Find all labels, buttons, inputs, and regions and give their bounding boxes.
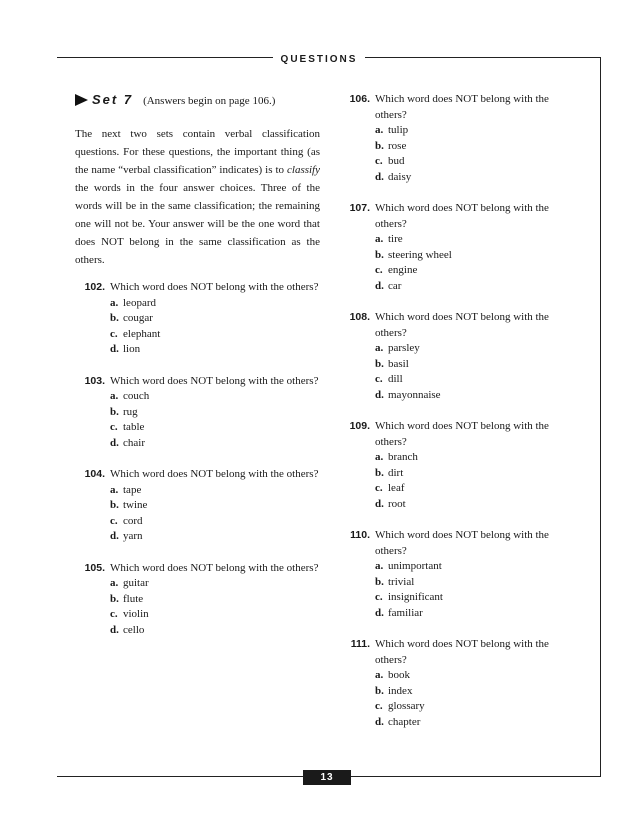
- question-stem: Which word does NOT belong with the others?: [375, 93, 549, 121]
- answer-option: [110, 327, 320, 343]
- option-letter: d.: [110, 530, 119, 542]
- question-body: [375, 92, 580, 185]
- answer-option: [375, 481, 580, 497]
- question-stem: Which word does NOT belong with the others?: [375, 202, 549, 230]
- question-stem: Which word does NOT belong with the others?: [110, 468, 319, 480]
- answer-option: [375, 466, 580, 482]
- option-letter: a.: [375, 124, 384, 136]
- option-letter: d.: [110, 623, 119, 636]
- option-text: tulip: [388, 124, 409, 136]
- left-column: [75, 92, 320, 638]
- option-text: cello: [123, 623, 145, 636]
- question-number: 107.: [349, 202, 370, 214]
- answer-option: [110, 389, 320, 405]
- option-text: dill: [388, 373, 403, 385]
- right-questions: [340, 92, 580, 730]
- option-text: couch: [123, 390, 150, 402]
- option-text: chapter: [388, 715, 421, 728]
- answer-option: [375, 590, 580, 606]
- option-text: flute: [123, 592, 144, 605]
- answer-option: [375, 154, 580, 170]
- answer-option: [110, 514, 320, 530]
- answer-option: [375, 248, 580, 264]
- option-letter: d.: [110, 436, 119, 449]
- option-letter: a.: [375, 342, 384, 354]
- option-text: table: [123, 421, 145, 433]
- option-text: tape: [123, 483, 142, 496]
- answer-option: [375, 372, 580, 388]
- question-102: [75, 280, 320, 358]
- option-text: bud: [388, 155, 405, 167]
- answer-option: [110, 483, 320, 499]
- option-letter: b.: [110, 312, 119, 324]
- option-text: rose: [388, 139, 407, 152]
- option-text: glossary: [388, 700, 425, 712]
- answer-option: [375, 357, 580, 373]
- option-text: tire: [388, 233, 403, 245]
- option-letter: d.: [375, 606, 384, 619]
- answer-option: [110, 420, 320, 436]
- answer-option: [375, 232, 580, 248]
- question-stem: Which word does NOT belong with the others?: [110, 281, 319, 293]
- answer-option: [375, 388, 580, 404]
- option-text: unimportant: [388, 560, 442, 572]
- option-letter: d.: [375, 388, 384, 401]
- answer-option: [110, 498, 320, 514]
- answer-option: [110, 436, 320, 452]
- option-text: steering wheel: [388, 248, 452, 261]
- option-letter: a.: [110, 577, 119, 589]
- option-letter: d.: [375, 497, 384, 510]
- option-letter: c.: [375, 700, 383, 712]
- option-text: yarn: [123, 530, 143, 542]
- question-body: [375, 419, 580, 512]
- option-text: chair: [123, 436, 145, 449]
- option-letter: b.: [375, 248, 384, 261]
- question-body: [375, 201, 580, 294]
- question-body: [375, 310, 580, 403]
- answer-option: [110, 529, 320, 545]
- question-number: 105.: [84, 561, 105, 574]
- option-letter: b.: [375, 357, 384, 370]
- answer-option: [110, 623, 320, 639]
- answer-option: [110, 311, 320, 327]
- option-letter: a.: [110, 296, 119, 309]
- option-letter: c.: [110, 421, 118, 433]
- answer-option: [110, 405, 320, 421]
- option-text: parsley: [388, 342, 420, 354]
- triangle-bullet-icon: [75, 94, 88, 106]
- option-text: car: [388, 279, 402, 292]
- answer-option: [375, 606, 580, 622]
- option-text: leaf: [388, 482, 405, 494]
- option-letter: c.: [375, 482, 383, 494]
- option-letter: c.: [110, 327, 118, 340]
- question-109: [340, 419, 580, 512]
- question-body: [110, 280, 320, 358]
- option-text: guitar: [123, 577, 149, 589]
- option-letter: b.: [110, 405, 119, 418]
- question-body: [375, 637, 580, 730]
- option-letter: c.: [375, 155, 383, 167]
- option-text: lion: [123, 343, 141, 355]
- question-number: 102.: [84, 281, 105, 293]
- option-letter: a.: [375, 451, 384, 463]
- set-note: (Answers begin on page 106.): [143, 95, 276, 107]
- answer-option: [375, 715, 580, 731]
- question-number: 103.: [84, 374, 105, 387]
- option-text: book: [388, 669, 410, 681]
- option-letter: a.: [110, 390, 119, 402]
- intro-paragraph: The next two sets contain verbal classification questions. For these questions, the important thing (as the name “verbal classification” indicates) is to classify the words in the four answer choices. Three of the words will be in the same classification; the remaining one will not be. Your answer will be the one word that does NOT belong in the same classification as the others.: [75, 128, 320, 266]
- option-text: basil: [388, 357, 409, 370]
- option-text: index: [388, 684, 413, 697]
- question-stem: Which word does NOT belong with the others?: [375, 529, 549, 557]
- answer-option: [375, 170, 580, 186]
- question-body: [375, 528, 580, 621]
- question-103: [75, 374, 320, 452]
- option-text: violin: [123, 608, 149, 620]
- option-text: dirt: [388, 466, 404, 479]
- option-letter: c.: [110, 608, 118, 620]
- option-letter: a.: [110, 483, 119, 496]
- option-text: familiar: [388, 606, 423, 619]
- option-letter: c.: [375, 373, 383, 385]
- question-104: [75, 467, 320, 545]
- option-letter: d.: [375, 715, 384, 728]
- header: [0, 49, 638, 67]
- answer-option: [375, 699, 580, 715]
- answer-option: [375, 575, 580, 591]
- question-105: [75, 561, 320, 639]
- option-letter: d.: [375, 279, 384, 292]
- option-text: cougar: [123, 312, 153, 324]
- answer-option: [375, 684, 580, 700]
- question-stem: Which word does NOT belong with the others?: [375, 311, 549, 339]
- question-110: [340, 528, 580, 621]
- option-text: rug: [123, 405, 138, 418]
- option-text: engine: [388, 264, 418, 276]
- option-text: root: [388, 497, 406, 510]
- question-106: [340, 92, 580, 185]
- question-stem: Which word does NOT belong with the others?: [375, 638, 549, 666]
- question-body: [110, 561, 320, 639]
- question-number: 110.: [350, 529, 370, 541]
- set-heading: [75, 92, 320, 107]
- answer-option: [375, 668, 580, 684]
- answer-option: [110, 296, 320, 312]
- option-text: elephant: [123, 327, 161, 340]
- question-body: [110, 374, 320, 452]
- option-letter: b.: [375, 466, 384, 479]
- question-number: 111.: [350, 638, 370, 650]
- option-letter: d.: [110, 343, 119, 355]
- answer-option: [375, 559, 580, 575]
- answer-option: [375, 497, 580, 513]
- page-number: 13: [303, 770, 351, 785]
- option-letter: c.: [375, 264, 383, 276]
- answer-option: [375, 263, 580, 279]
- header-label: QUESTIONS: [273, 54, 366, 65]
- option-text: mayonnaise: [388, 388, 441, 401]
- option-text: branch: [388, 451, 418, 463]
- answer-option: [375, 450, 580, 466]
- option-letter: a.: [375, 233, 384, 245]
- answer-option: [110, 592, 320, 608]
- question-number: 109.: [349, 420, 370, 432]
- option-letter: a.: [375, 560, 384, 572]
- option-letter: b.: [375, 575, 384, 588]
- option-letter: d.: [375, 170, 384, 183]
- option-letter: c.: [110, 514, 118, 527]
- option-text: cord: [123, 514, 143, 527]
- answer-option: [375, 279, 580, 295]
- answer-option: [375, 123, 580, 139]
- question-stem: Which word does NOT belong with the others?: [110, 561, 319, 574]
- option-letter: b.: [110, 499, 119, 511]
- question-stem: Which word does NOT belong with the others?: [110, 374, 319, 387]
- option-letter: b.: [375, 139, 384, 152]
- question-number: 108.: [349, 311, 370, 323]
- set-title: Set 7: [92, 92, 134, 107]
- question-number: 104.: [84, 468, 105, 480]
- option-letter: c.: [375, 591, 383, 603]
- option-letter: a.: [375, 669, 384, 681]
- option-letter: b.: [110, 592, 119, 605]
- answer-option: [375, 341, 580, 357]
- option-text: trivial: [388, 575, 415, 588]
- option-text: twine: [123, 499, 148, 511]
- question-111: [340, 637, 580, 730]
- question-number: 106.: [349, 93, 370, 105]
- option-text: daisy: [388, 170, 412, 183]
- option-letter: b.: [375, 684, 384, 697]
- answer-option: [110, 607, 320, 623]
- question-stem: Which word does NOT belong with the others?: [375, 420, 549, 448]
- option-text: insignificant: [388, 591, 443, 603]
- option-text: leopard: [123, 296, 156, 309]
- answer-option: [110, 342, 320, 358]
- answer-option: [375, 139, 580, 155]
- question-107: [340, 201, 580, 294]
- left-questions: [75, 280, 320, 638]
- question-body: [110, 467, 320, 545]
- question-108: [340, 310, 580, 403]
- right-column: [340, 92, 580, 730]
- answer-option: [110, 576, 320, 592]
